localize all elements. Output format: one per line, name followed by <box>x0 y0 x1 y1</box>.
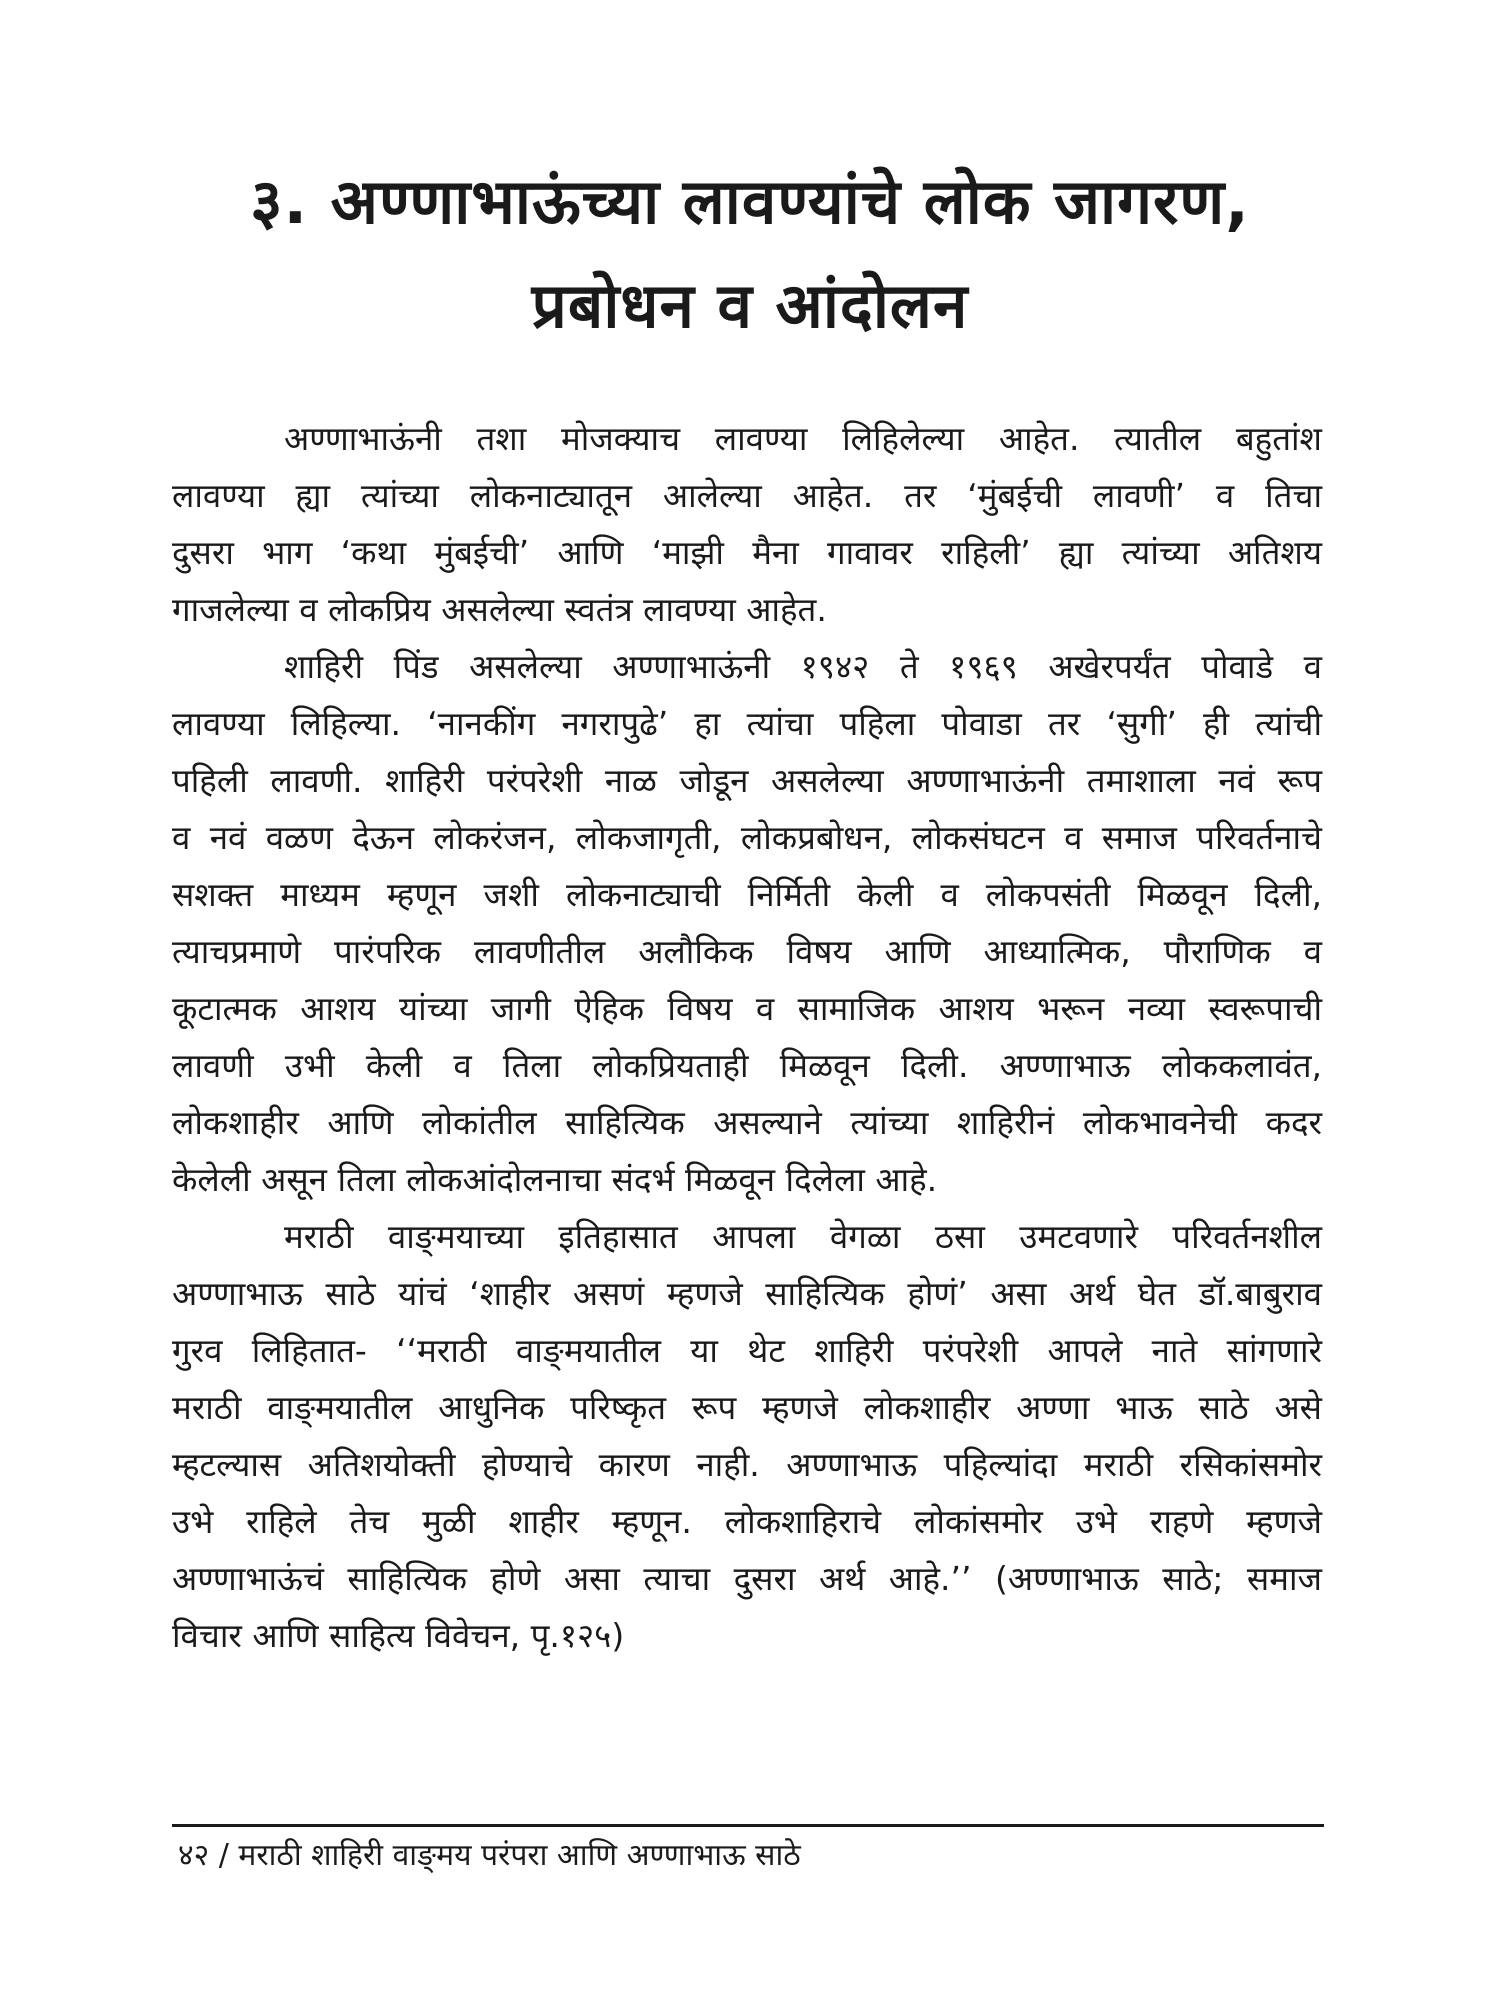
text-line: अण्णाभाऊंनी तशा मोजक्याच लावण्या लिहिलेल्या आहेत. त्यातील बहुतांश <box>284 419 1322 458</box>
page-number: ४२ <box>178 1838 210 1873</box>
text-line: लावणी उभी केली व तिला लोकप्रियताही मिळवून दिली. अण्णाभाऊ लोककलावंत, <box>172 1046 1322 1085</box>
text-line: अण्णाभाऊ साठे यांचं ‘शाहीर असणं म्हणजे साहित्यिक होणं’ असा अर्थ घेत डॉ.बाबुराव <box>172 1274 1322 1313</box>
text-line: गुरव लिहितात- ‘‘मराठी वाङ्‌मयातील या थेट शाहिरी परंपरेशी आपले नाते सांगणारे <box>172 1331 1322 1370</box>
text-line: सशक्त माध्यम म्हणून जशी लोकनाट्याची निर्मिती केली व लोकपसंती मिळवून दिली, <box>172 875 1322 914</box>
text-line: कूटात्मक आशय यांच्या जागी ऐहिक विषय व सामाजिक आशय भरून नव्या स्वरूपाची <box>172 989 1322 1028</box>
footer-separator: / <box>218 1838 229 1873</box>
footer-divider <box>172 1824 1324 1827</box>
text-line: म्हटल्यास अतिशयोक्ती होण्याचे कारण नाही. अण्णाभाऊ पहिल्यांदा मराठी रसिकांसमोर <box>172 1445 1322 1484</box>
page-footer <box>178 1836 801 1876</box>
text-line: उभे राहिले तेच मुळी शाहीर म्हणून. लोकशाहिराचे लोकांसमोर उभे राहणे म्हणजे <box>172 1502 1322 1541</box>
text-line: लावण्या लिहिल्या. ‘नानकींग नगरापुढे’ हा त्यांचा पहिला पोवाडा तर ‘सुगी’ ही त्यांची <box>172 704 1322 743</box>
text-line: लोकशाहीर आणि लोकांतील साहित्यिक असल्याने त्यांच्या शाहिरीनं लोकभावनेची कदर <box>172 1103 1322 1142</box>
text-line: लावण्या ह्या त्यांच्या लोकनाट्यातून आलेल्या आहेत. तर ‘मुंबईची लावणी’ व तिचा <box>172 476 1322 515</box>
text-line: दुसरा भाग ‘कथा मुंबईची’ आणि ‘माझी मैना गावावर राहिली’ ह्या त्यांच्या अतिशय <box>172 533 1322 572</box>
text-line: शाहिरी पिंड असलेल्या अण्णाभाऊंनी १९४२ ते १९६९ अखेरपर्यंत पोवाडे व <box>284 647 1322 686</box>
chapter-title <box>150 150 1350 358</box>
text-line: केलेली असून तिला लोकआंदोलनाचा संदर्भ मिळवून दिलेला आहे. <box>172 1160 938 1199</box>
chapter-title-line-1: ३. अण्णाभाऊंच्या लावण्यांचे लोक जागरण, <box>250 165 1250 238</box>
chapter-title-line-2: प्रबोधन व आंदोलन <box>531 269 969 342</box>
text-line: अण्णाभाऊंचं साहित्यिक होणे असा त्याचा दुसरा अर्थ आहे.’’ (अण्णाभाऊ साठे; समाज <box>172 1559 1322 1598</box>
text-line: व नवं वळण देऊन लोकरंजन, लोकजागृती, लोकप्रबोधन, लोकसंघटन व समाज परिवर्तनाचे <box>172 818 1322 857</box>
paragraph-2 <box>172 638 1322 1208</box>
paragraph-3 <box>172 1208 1322 1664</box>
text-line: त्याचप्रमाणे पारंपरिक लावणीतील अलौकिक विषय आणि आध्यात्मिक, पौराणिक व <box>172 932 1322 971</box>
paragraph-1 <box>172 410 1322 638</box>
text-line: विचार आणि साहित्य विवेचन, पृ.१२५) <box>172 1616 625 1655</box>
body-text <box>172 410 1322 1664</box>
book-title: मराठी शाहिरी वाङ्‌मय परंपरा आणि अण्णाभाऊ साठे <box>238 1838 801 1873</box>
text-line: मराठी वाङ्‌मयाच्या इतिहासात आपला वेगळा ठसा उमटवणारे परिवर्तनशील <box>284 1217 1322 1256</box>
text-line: मराठी वाङ्‌मयातील आधुनिक परिष्कृत रूप म्हणजे लोकशाहीर अण्णा भाऊ साठे असे <box>172 1388 1322 1427</box>
text-line: गाजलेल्या व लोकप्रिय असलेल्या स्वतंत्र लावण्या आहेत. <box>172 590 827 629</box>
text-line: पहिली लावणी. शाहिरी परंपरेशी नाळ जोडून असलेल्या अण्णाभाऊंनी तमाशाला नवं रूप <box>172 761 1322 800</box>
